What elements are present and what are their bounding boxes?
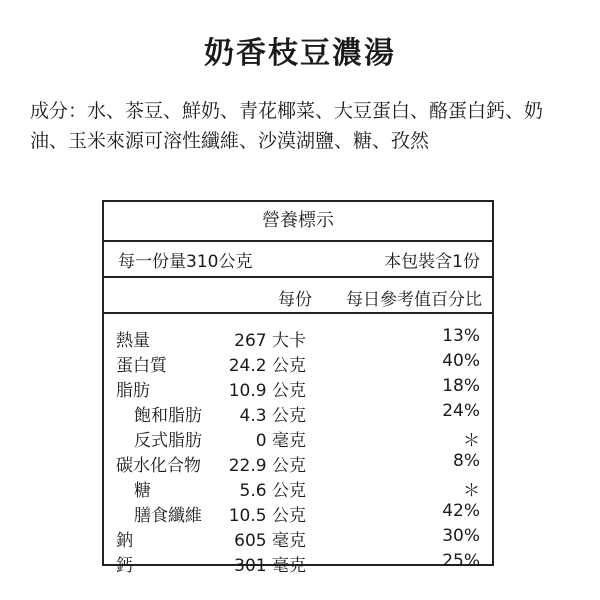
nutrient-name: 蛋白質 (116, 356, 167, 376)
nutrient-amount: 10.5 公克 (228, 506, 306, 526)
nutrient-row (104, 499, 492, 524)
nutrient-name: 糖 (134, 481, 151, 501)
ingredients-text: 成分：水、茶豆、鮮奶、青花椰菜、大豆蛋白、酪蛋白鈣、奶油、玉米來源可溶性纖維、沙漠湖鹽、糖、孜然 (30, 100, 544, 152)
nutrient-row (104, 374, 492, 399)
nutrient-name: 反式脂肪 (134, 431, 202, 451)
column-headers (104, 278, 492, 314)
nutrition-facts-panel (102, 200, 494, 576)
nutrient-row (104, 349, 492, 374)
nutrition-heading: 營養標示 (104, 202, 492, 242)
nutrient-name: 飽和脂肪 (134, 406, 202, 426)
per-serving-header: 每份 (278, 290, 312, 310)
nutrient-amount: 267 大卡 (234, 331, 306, 351)
nutrient-row (104, 324, 492, 349)
servings-per-package: 本包裝含1份 (384, 251, 480, 272)
nutrient-row (104, 549, 492, 574)
nutrient-name: 鈣 (116, 556, 133, 576)
nutrient-row (104, 399, 492, 424)
nutrient-amount: 605 毫克 (234, 531, 306, 551)
daily-value-header: 每日參考值百分比 (346, 290, 482, 310)
nutrient-amount: 22.9 公克 (228, 456, 306, 476)
nutrient-row (104, 449, 492, 474)
nutrient-daily-value: 8% (453, 451, 480, 471)
nutrient-amount: 4.3 公克 (239, 406, 306, 426)
nutrient-name: 熱量 (116, 331, 150, 351)
nutrient-name: 鈉 (116, 531, 133, 551)
product-title: 奶香枝豆濃湯 (204, 36, 396, 71)
nutrient-row (104, 474, 492, 499)
serving-info (104, 242, 492, 278)
nutrient-daily-value: 40% (442, 351, 480, 371)
nutrient-daily-value: ＊ (463, 431, 480, 451)
nutrient-amount: 24.2 公克 (228, 356, 306, 376)
nutrient-daily-value: 25% (442, 551, 480, 571)
nutrient-daily-value: 30% (442, 526, 480, 546)
nutrient-row (104, 424, 492, 449)
nutrient-rows (104, 314, 492, 574)
nutrient-amount: 5.6 公克 (239, 481, 306, 501)
nutrient-amount: 301 毫克 (234, 556, 306, 576)
nutrient-name: 脂肪 (116, 381, 150, 401)
nutrient-name: 碳水化合物 (116, 456, 201, 476)
nutrient-daily-value: ＊ (463, 481, 480, 501)
nutrient-amount: 10.9 公克 (228, 381, 306, 401)
nutrient-daily-value: 42% (442, 501, 480, 521)
nutrient-amount: 0 毫克 (255, 431, 306, 451)
nutrient-daily-value: 13% (442, 326, 480, 346)
nutrient-daily-value: 18% (442, 376, 480, 396)
nutrient-daily-value: 24% (442, 401, 480, 421)
nutrient-row (104, 524, 492, 549)
nutrient-name: 膳食纖維 (134, 506, 202, 526)
serving-size: 每一份量310公克 (118, 251, 253, 272)
